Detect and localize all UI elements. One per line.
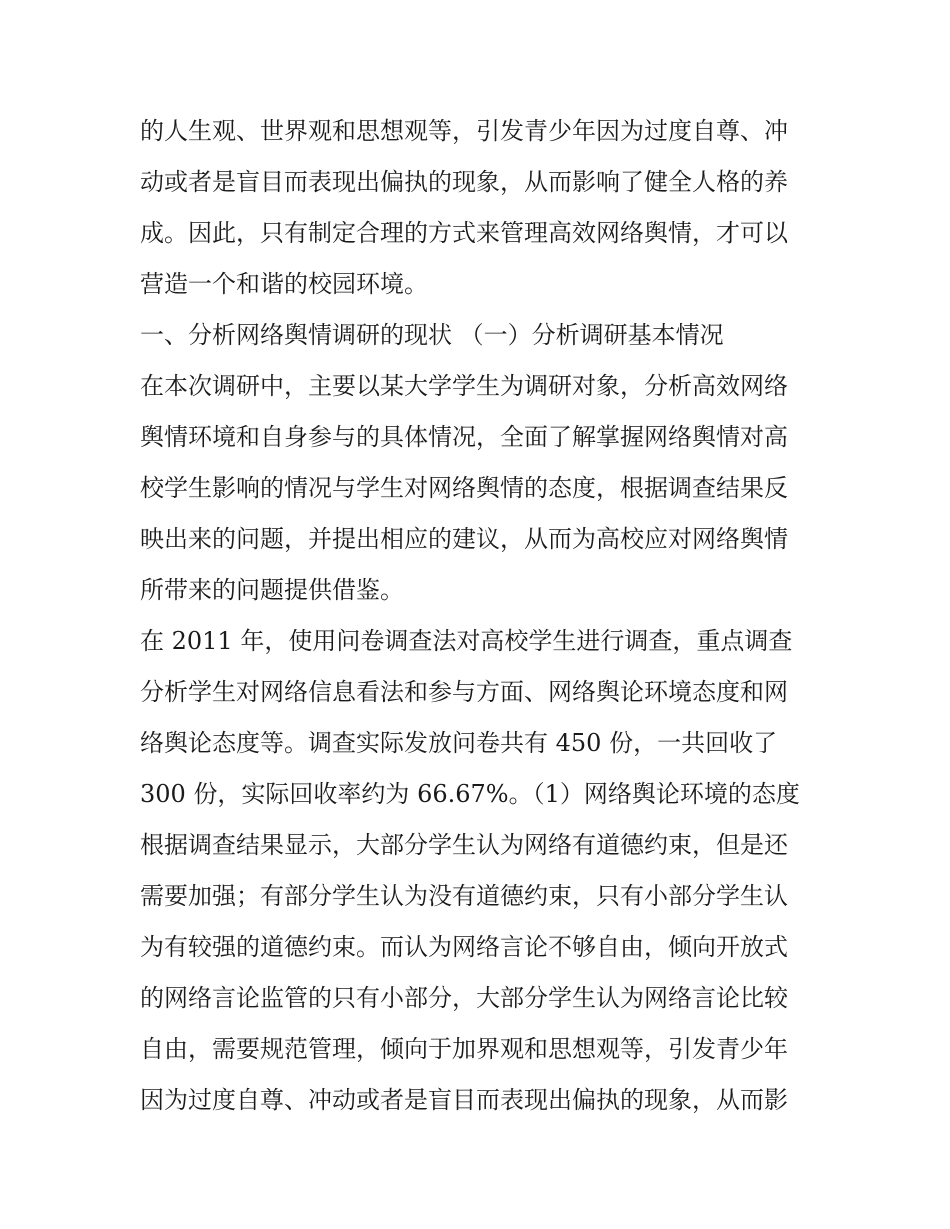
text-line: 所带来的问题提供借鉴。 bbox=[140, 576, 404, 604]
text-line: 300 份，实际回收率约为 66.67%。（1）网络舆论环境的态度 bbox=[140, 780, 800, 808]
text-line: 成。因此，只有制定合理的方式来管理高效网络舆情，才可以 bbox=[140, 219, 788, 247]
text-line: 动或者是盲目而表现出偏执的现象，从而影响了健全人格的养 bbox=[140, 168, 788, 196]
text-line: 需要加强；有部分学生认为没有道德约束，只有小部分学生认 bbox=[140, 882, 788, 910]
text-line: 自由，需要规范管理，倾向于加界观和思想观等，引发青少年 bbox=[140, 1035, 788, 1063]
section-heading: 一、分析网络舆情调研的现状 （一）分析调研基本情况 bbox=[140, 321, 724, 349]
body-text bbox=[140, 106, 830, 1126]
text-line: 在 2011 年，使用问卷调查法对高校学生进行调查，重点调查 bbox=[140, 627, 793, 655]
text-line: 分析学生对网络信息看法和参与方面、网络舆论环境态度和网 bbox=[140, 678, 788, 706]
text-line: 的网络言论监管的只有小部分，大部分学生认为网络言论比较 bbox=[140, 984, 788, 1012]
text-line: 的人生观、世界观和思想观等，引发青少年因为过度自尊、冲 bbox=[140, 117, 788, 145]
text-line: 因为过度自尊、冲动或者是盲目而表现出偏执的现象，从而影 bbox=[140, 1086, 788, 1114]
text-line: 映出来的问题，并提出相应的建议，从而为高校应对网络舆情 bbox=[140, 525, 788, 553]
text-line: 校学生影响的情况与学生对网络舆情的态度，根据调查结果反 bbox=[140, 474, 788, 502]
text-line: 在本次调研中，主要以某大学学生为调研对象，分析高效网络 bbox=[140, 372, 788, 400]
text-line: 舆情环境和自身参与的具体情况，全面了解掌握网络舆情对高 bbox=[140, 423, 788, 451]
text-line: 根据调查结果显示，大部分学生认为网络有道德约束，但是还 bbox=[140, 831, 788, 859]
text-line: 为有较强的道德约束。而认为网络言论不够自由，倾向开放式 bbox=[140, 933, 788, 961]
text-line: 营造一个和谐的校园环境。 bbox=[140, 270, 428, 298]
text-line: 络舆论态度等。调查实际发放问卷共有 450 份，一共回收了 bbox=[140, 729, 778, 757]
